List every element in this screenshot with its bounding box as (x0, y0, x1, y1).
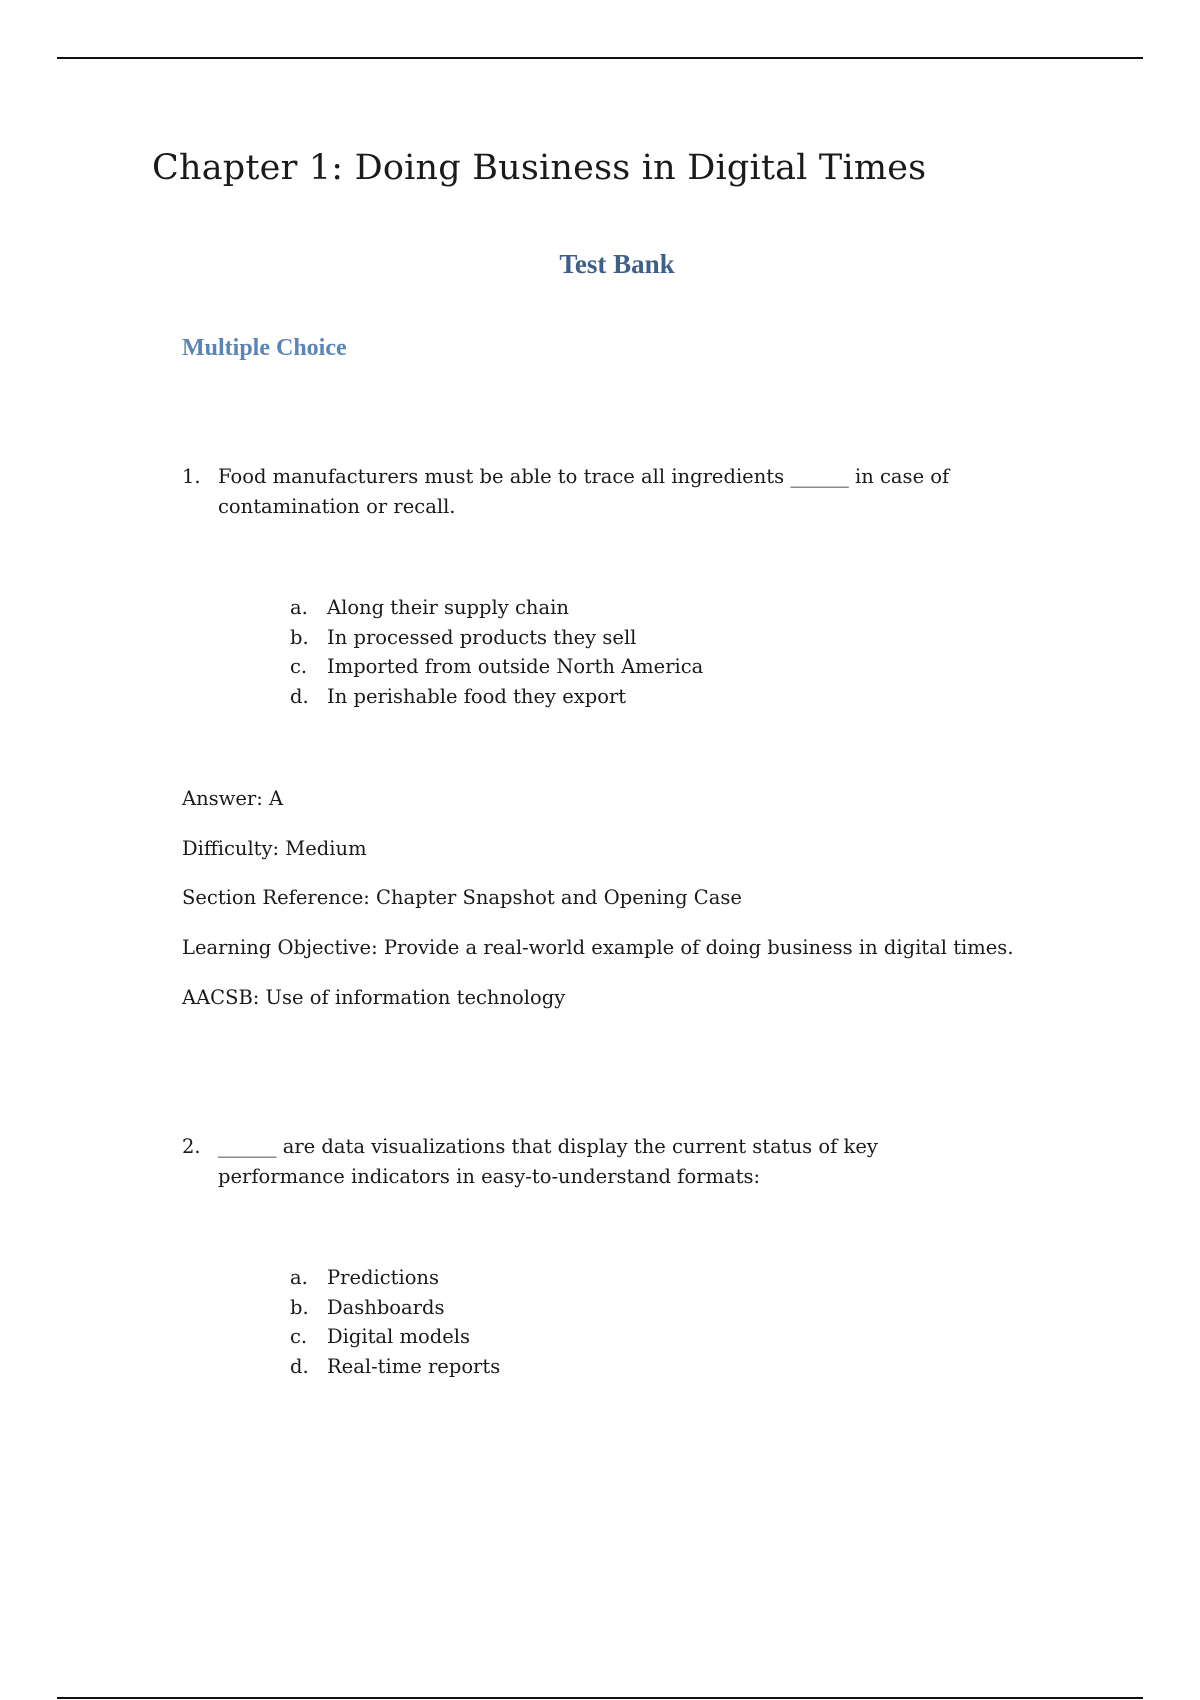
question-text: ______ are data visualizations that display the current status of key performance indicators in easy-to-understand formats: (218, 1135, 878, 1188)
option-text: Digital models (327, 1325, 470, 1348)
learning-objective-line: Learning Objective: Provide a real-world example of doing business in digital times. (182, 936, 1014, 959)
option-letter: b. (290, 1295, 309, 1319)
question-1 (182, 462, 1002, 522)
question-text: Food manufacturers must be able to trace all ingredients ______ in case of contamination or recall. (218, 465, 950, 518)
option-letter: c. (290, 655, 308, 678)
difficulty-line: Difficulty: Medium (182, 837, 367, 860)
question-1-options (290, 593, 703, 711)
answer-line: Answer: A (182, 787, 284, 810)
option-letter: b. (290, 625, 309, 649)
option-letter: d. (290, 684, 309, 708)
option-text: Dashboards (327, 1295, 445, 1319)
option-text: In perishable food they export (327, 684, 627, 708)
aacsb-line: AACSB: Use of information technology (182, 986, 566, 1009)
option-text: Along their supply chain (327, 596, 569, 619)
option-item (290, 1263, 500, 1293)
option-item (290, 623, 703, 653)
option-item (290, 1293, 500, 1323)
multiple-choice-heading: Multiple Choice (182, 335, 347, 361)
option-item (290, 593, 703, 623)
question-number: 1. (182, 465, 201, 488)
option-text: Real-time reports (327, 1354, 501, 1378)
section-reference-line: Section Reference: Chapter Snapshot and Opening Case (182, 886, 742, 909)
option-text: In processed products they sell (327, 625, 637, 649)
test-bank-heading: Test Bank (559, 249, 675, 279)
option-item (290, 1322, 500, 1352)
option-letter: d. (290, 1354, 309, 1378)
option-letter: c. (290, 1325, 308, 1348)
question-number: 2. (182, 1135, 201, 1158)
chapter-title: Chapter 1: Doing Business in Digital Times (152, 148, 927, 188)
page-top-rule (57, 57, 1143, 59)
question-2 (182, 1132, 1002, 1192)
option-text: Imported from outside North America (327, 655, 704, 678)
question-2-options (290, 1263, 500, 1381)
option-letter: a. (290, 596, 308, 619)
option-text: Predictions (327, 1266, 440, 1289)
option-item (290, 682, 703, 712)
option-item (290, 652, 703, 682)
page-bottom-rule (57, 1697, 1143, 1699)
option-letter: a. (290, 1266, 308, 1289)
option-item (290, 1352, 500, 1382)
